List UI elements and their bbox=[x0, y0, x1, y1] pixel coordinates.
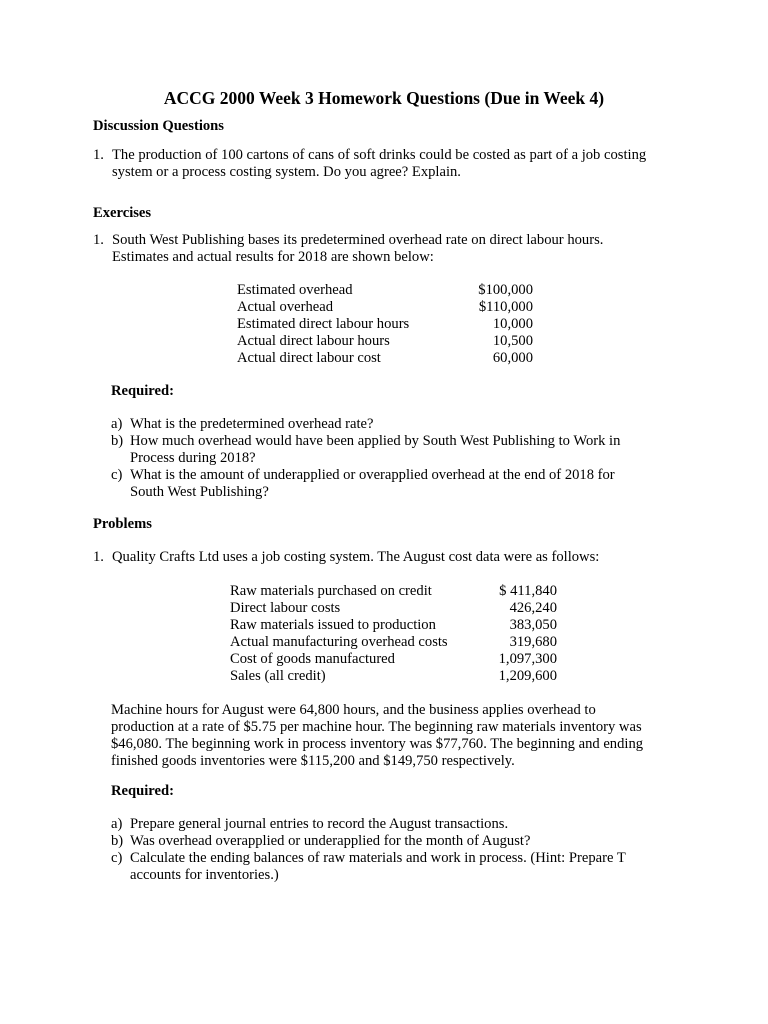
table-row bbox=[230, 634, 557, 651]
row-value: $ 411,840 bbox=[499, 583, 557, 599]
problem-required-label: Required: bbox=[111, 783, 174, 799]
item-line: accounts for inventories.) bbox=[130, 867, 279, 883]
row-value: $100,000 bbox=[478, 282, 533, 298]
row-value: 426,240 bbox=[509, 600, 557, 616]
list-item bbox=[111, 467, 691, 501]
item-line: Was overhead overapplied or underapplied for the month of August? bbox=[130, 833, 531, 849]
row-label: Cost of goods manufactured bbox=[230, 651, 395, 667]
item-letter: b) bbox=[111, 433, 124, 449]
list-item bbox=[111, 833, 691, 850]
question-line: Quality Crafts Ltd uses a job costing system. The August cost data were as follows: bbox=[112, 549, 600, 565]
question-text bbox=[112, 147, 683, 181]
problems-heading: Problems bbox=[93, 516, 152, 532]
question-number: 1. bbox=[93, 147, 104, 163]
table-row bbox=[230, 617, 557, 634]
item-line: Calculate the ending balances of raw materials and work in process. (Hint: Prepare T bbox=[130, 850, 626, 866]
row-label: Actual direct labour hours bbox=[237, 333, 390, 349]
exercise-data-table bbox=[237, 282, 533, 367]
row-value: 383,050 bbox=[509, 617, 557, 633]
table-row bbox=[230, 668, 557, 685]
question-line: Estimates and actual results for 2018 are shown below: bbox=[112, 249, 434, 265]
item-line: Prepare general journal entries to record the August transactions. bbox=[130, 816, 509, 832]
question-line: The production of 100 cartons of cans of soft drinks could be costed as part of a job costing bbox=[112, 147, 647, 163]
row-label: Raw materials purchased on credit bbox=[230, 583, 432, 599]
row-value: $110,000 bbox=[478, 299, 533, 315]
item-text bbox=[130, 416, 691, 433]
item-text bbox=[130, 433, 691, 467]
row-label: Actual direct labour cost bbox=[237, 350, 381, 366]
item-line: What is the predetermined overhead rate? bbox=[130, 416, 374, 432]
row-label: Actual overhead bbox=[237, 299, 334, 315]
question-line: South West Publishing bases its predetermined overhead rate on direct labour hours. bbox=[112, 232, 604, 248]
problem-paragraph bbox=[111, 702, 675, 770]
paragraph-line: finished goods inventories were $115,200 and $149,750 respectively. bbox=[111, 753, 515, 769]
exercise-required-list bbox=[111, 416, 691, 501]
paragraph-line: $46,080. The beginning work in process inventory was $77,760. The beginning and ending bbox=[111, 736, 644, 752]
row-value: 10,000 bbox=[492, 316, 533, 332]
list-item bbox=[111, 416, 691, 433]
table-row bbox=[237, 350, 533, 367]
row-label: Estimated overhead bbox=[237, 282, 353, 298]
row-value: 1,097,300 bbox=[498, 651, 557, 667]
item-line: How much overhead would have been applied by South West Publishing to Work in bbox=[130, 433, 621, 449]
question-text bbox=[112, 549, 683, 566]
discussion-question-1 bbox=[93, 147, 683, 181]
problem-question-1 bbox=[93, 549, 683, 566]
question-number: 1. bbox=[93, 549, 104, 565]
item-text bbox=[130, 816, 691, 833]
row-label: Estimated direct labour hours bbox=[237, 316, 410, 332]
item-line: Process during 2018? bbox=[130, 450, 256, 466]
row-label: Raw materials issued to production bbox=[230, 617, 436, 633]
list-item bbox=[111, 816, 691, 833]
table-row bbox=[230, 600, 557, 617]
exercise-required-label: Required: bbox=[111, 383, 174, 399]
item-letter: a) bbox=[111, 416, 123, 432]
item-letter: c) bbox=[111, 467, 123, 483]
item-text bbox=[130, 850, 691, 884]
row-value: 10,500 bbox=[492, 333, 533, 349]
item-letter: b) bbox=[111, 833, 124, 849]
row-label: Direct labour costs bbox=[230, 600, 341, 616]
table-row bbox=[237, 282, 533, 299]
paragraph-line: Machine hours for August were 64,800 hours, and the business applies overhead to bbox=[111, 702, 596, 718]
list-item bbox=[111, 850, 691, 884]
row-label: Actual manufacturing overhead costs bbox=[230, 634, 448, 650]
problem-cost-table bbox=[230, 583, 557, 685]
row-value: 319,680 bbox=[509, 634, 557, 650]
item-text bbox=[130, 467, 691, 501]
table-row bbox=[230, 583, 557, 600]
item-text bbox=[130, 833, 691, 850]
table-row bbox=[237, 316, 533, 333]
item-line: South West Publishing? bbox=[130, 484, 269, 500]
page-title: ACCG 2000 Week 3 Homework Questions (Due in Week 4) bbox=[163, 88, 605, 108]
question-text bbox=[112, 232, 683, 266]
paragraph-line: production at a rate of $5.75 per machine hour. The beginning raw materials inventory was bbox=[111, 719, 642, 735]
question-number: 1. bbox=[93, 232, 104, 248]
table-row bbox=[230, 651, 557, 668]
exercises-heading: Exercises bbox=[93, 205, 152, 221]
list-item bbox=[111, 433, 691, 467]
problem-required-list bbox=[111, 816, 691, 884]
exercise-question-1 bbox=[93, 232, 683, 266]
row-label: Sales (all credit) bbox=[230, 668, 326, 684]
item-letter: a) bbox=[111, 816, 123, 832]
question-line: system or a process costing system. Do you agree? Explain. bbox=[112, 164, 461, 180]
item-line: What is the amount of underapplied or overapplied overhead at the end of 2018 for bbox=[130, 467, 615, 483]
row-value: 1,209,600 bbox=[498, 668, 557, 684]
row-value: 60,000 bbox=[492, 350, 533, 366]
table-row bbox=[237, 333, 533, 350]
table-row bbox=[237, 299, 533, 316]
discussion-heading: Discussion Questions bbox=[93, 118, 224, 134]
item-letter: c) bbox=[111, 850, 123, 866]
